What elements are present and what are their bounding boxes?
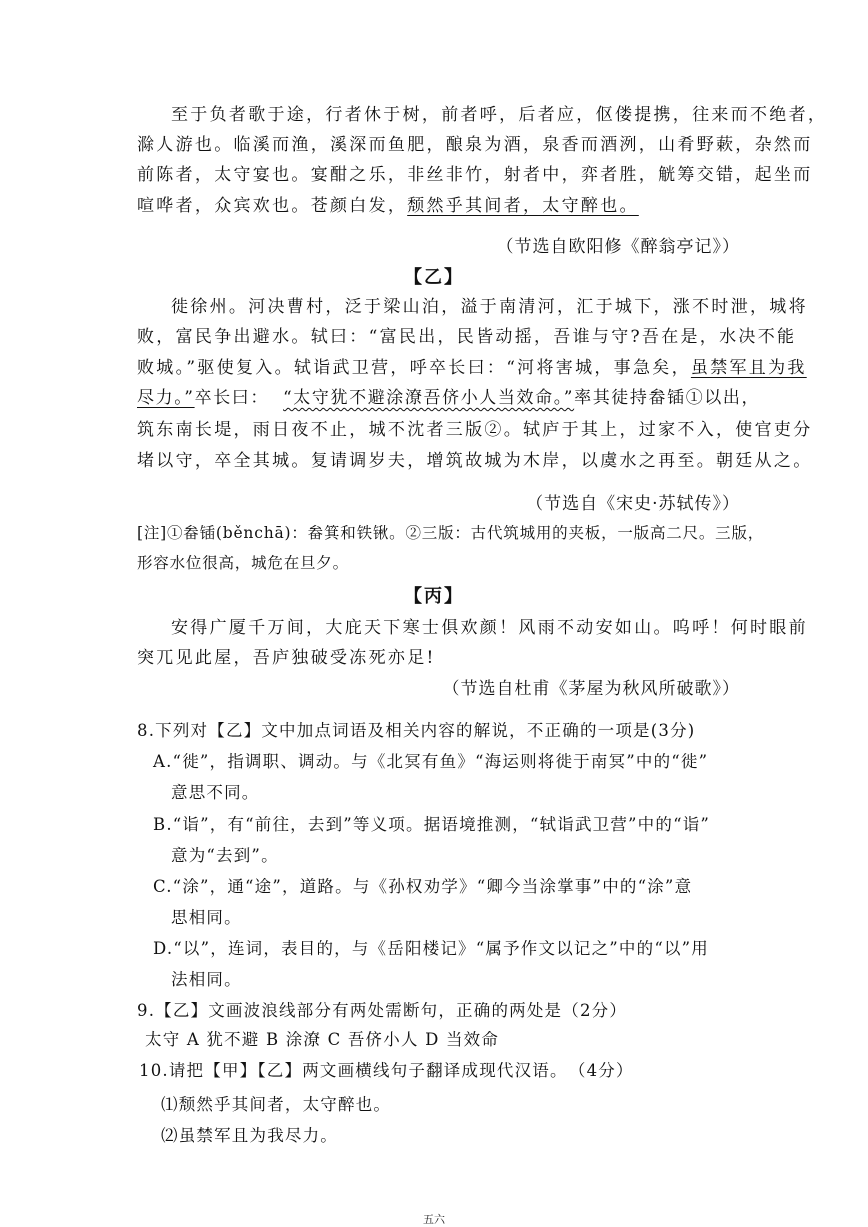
yi-source: （节选自《宋史·苏轼传》） [526, 494, 740, 514]
page-number: 五六 [423, 1213, 445, 1226]
bing-source: （节选自杜甫《茅屋为秋风所破歌》） [442, 679, 740, 699]
jia-line-2: 滁人游也。临溪而渔，溪深而鱼肥，酿泉为酒，泉香而酒洌，山肴野蔌，杂然而 [137, 135, 813, 155]
q8-option-d-cont: 法相同。 [171, 970, 242, 989]
yi-line-4 [137, 387, 760, 409]
q8-option-b: B.“诣”，有“前往，去到”等义项。据语境推测，“轼诣武卫营”中的“诣” [153, 815, 711, 834]
jia-underlined-sentence: 颓然乎其间者，太守醉也。 [407, 196, 639, 216]
yi-note-line-2: 形容水位很高，城危在旦夕。 [137, 554, 349, 572]
q9-stem: 9.【乙】文画波浪线部分有两处需断句，正确的两处是（2分） [137, 1001, 628, 1020]
yi-line-5: 筑东南长堤，雨日夜不止，城不沈者三版②。轼庐于其上，过家不入，使官吏分 [137, 420, 813, 440]
q8-option-c-cont: 思相同。 [171, 908, 242, 927]
yi-line-3 [137, 357, 807, 379]
q9-options: 太守 A 犹不避 B 涂潦 C 吾侪小人 D 当效命 [145, 1030, 500, 1049]
jia-source: （节选自欧阳修《醉翁亭记》） [496, 237, 740, 257]
yi-underlined-sentence-part2: 尽力。” [137, 388, 195, 408]
yi-underlined-sentence-part1: 虽禁军且为我 [690, 358, 807, 378]
yi-line-6: 堵以守，卒全其城。复请调岁夫，增筑故城为木岸，以虞水之再至。朝廷从之。 [137, 451, 813, 471]
bing-line-1: 安得广厦千万间，大庇天下寒士俱欢颜！风雨不动安如山。呜呼！何时眼前 [171, 618, 808, 638]
yi-title: 【乙】 [404, 267, 464, 288]
yi-line-4-text: 卒长曰： [194, 388, 269, 408]
q8-option-a: A.“徙”，指调职、调动。与《北冥有鱼》“海运则将徙于南冥”中的“徙” [153, 752, 709, 771]
yi-line-3-text: 败城。”驱使复入。轼诣武卫营，呼卒长曰：“河将害城，事急矣， [137, 358, 691, 378]
jia-line-1: 至于负者歌于途，行者休于树，前者呼，后者应，伛偻提携，往来而不绝者， [171, 105, 828, 125]
q8-option-b-cont: 意为“去到”。 [171, 846, 279, 865]
yi-line-1: 徙徐州。河决曹村，泛于梁山泊，溢于南清河，汇于城下，涨不时泄，城将 [171, 297, 808, 317]
q8-option-c: C.“涂”，通“途”，道路。与《孙权劝学》“卿今当涂掌事”中的“涂”意 [153, 877, 693, 896]
q10-stem: 10.请把【甲】【乙】两文画横线句子翻译成现代汉语。 （4分） [139, 1061, 634, 1080]
q8-stem: 8.下列对【乙】文中加点词语及相关内容的解说，不正确的一项是(3分) [137, 721, 696, 740]
jia-line-3: 前陈者，太守宴也。宴酣之乐，非丝非竹，射者中，弈者胜，觥筹交错，起坐而 [137, 165, 813, 185]
bing-title: 【丙】 [404, 586, 464, 607]
q8-option-a-cont: 意思不同。 [171, 783, 260, 802]
bing-line-2: 突兀见此屋，吾庐独破受冻死亦足! [137, 648, 436, 668]
q8-option-d: D.“以”，连词，表目的，与《岳阳楼记》“属予作文以记之”中的“以”用 [153, 939, 709, 958]
jia-line-4 [137, 195, 639, 217]
yi-wavy-sentence: “太守犹不避涂潦吾侪小人当效命。” [283, 388, 575, 408]
yi-note-line-1: [注]①畚锸(běnchā)：畚箕和铁锹。②三版：古代筑城用的夹板，一版高二尺。三版， [137, 524, 765, 542]
yi-line-4-end: 率其徒持畚锸①以出， [574, 388, 761, 408]
yi-line-2: 败，富民争出避水。轼曰：“富民出，民皆动摇，吾谁与守?吾在是，水决不能 [137, 327, 797, 347]
q10-sentence-2: ⑵虽禁军且为我尽力。 [161, 1126, 338, 1145]
q10-sentence-1: ⑴颓然乎其间者，太守醉也。 [161, 1095, 392, 1114]
jia-line-4-text: 喧哗者，众宾欢也。苍颜白发， [137, 196, 408, 216]
